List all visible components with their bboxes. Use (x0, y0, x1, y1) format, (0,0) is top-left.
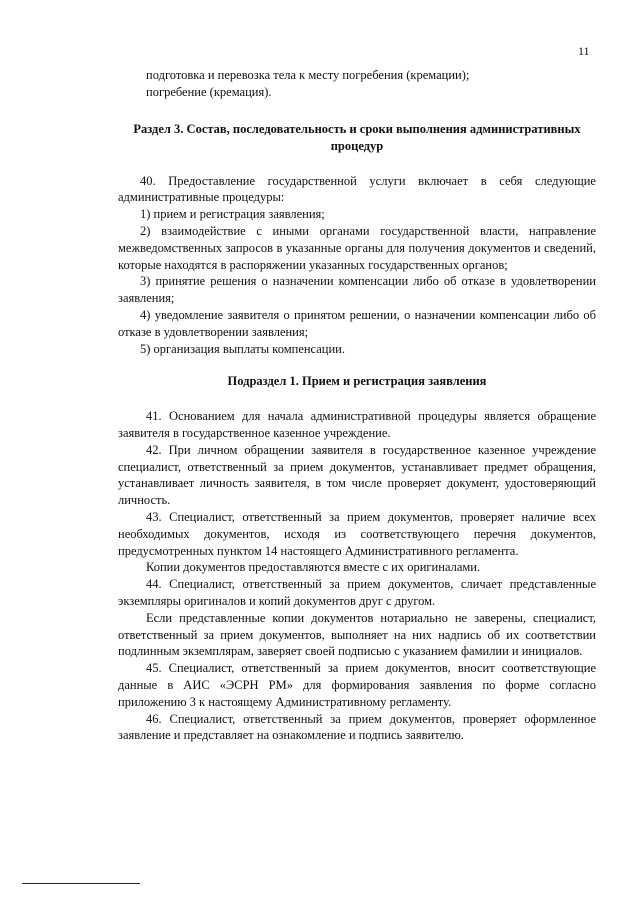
section-heading: Раздел 3. Состав, последовательность и сроки выполнения административных процедур (133, 121, 581, 153)
paragraph-41: 41. Основанием для начала административной процедуры является обращение заявителя в государственное казенное учреждение. (118, 409, 596, 440)
page-number: 11 (578, 44, 590, 58)
text-line: подготовка и перевозка тела к месту погребения (кремации); (146, 68, 470, 82)
procedure-item: 3) принятие решения о назначении компенсации либо об отказе в удовлетворении заявления; (118, 274, 596, 306)
text-line: погребение (кремация). (146, 84, 272, 99)
paragraph-45: 45. Специалист, ответственный за прием документов, вносит соответствующие данные в АИС «ЭСРН РМ» для формирования заявления по форме согласно приложению 3 к настоящему Административному регламенту. (118, 661, 596, 709)
procedure-item: 4) уведомление заявителя о принятом решении, о назначении компенсации либо об отказе в удовлетворении заявления; (118, 307, 596, 339)
subsection-heading: Подраздел 1. Прием и регистрация заявления (227, 374, 487, 389)
paragraph-46: 46. Специалист, ответственный за прием документов, проверяет оформленное заявление и представляет на ознакомление и подпись заявителю. (118, 711, 596, 743)
paragraph-43-note: Копии документов предоставляются вместе с их оригиналами. (146, 560, 481, 575)
procedure-item: 1) прием и регистрация заявления; (140, 207, 325, 222)
paragraph-44: 44. Специалист, ответственный за прием документов, сличает представленные экземпляры оригиналов и копий документов друг с другом. (118, 577, 596, 608)
procedure-item: 5) организация выплаты компенсации. (140, 341, 345, 356)
paragraph-43: 43. Специалист, ответственный за прием документов, проверяет наличие всех необходимых документов, исходя из соответствующего перечня документов, предусмотренных пунктом 14 настоящего Административного регламента. (118, 509, 596, 558)
procedure-item: 2) взаимодействие с иными органами государственной власти, направление межведомственных запросов в указанные органы для получения документов и сведений, которые находятся в распоряжении указанных государственных органов; (118, 223, 596, 272)
document-body (118, 67, 596, 744)
paragraph-42: 42. При личном обращении заявителя в государственное казенное учреждение специалист, ответственный за прием документов, устанавливает предмет обращения, устанавливает личность заявителя, в том числе проверяет документ, удостоверяющий личность. (118, 442, 596, 508)
paragraph-44-note: Если представленные копии документов нотариально не заверены, специалист, ответственный за прием документов, выполняет на них надпись об их соответствии подлинным экземплярам, заверяет своей подписью с указанием фамилии и инициалов. (118, 610, 596, 659)
paragraph-40: 40. Предоставление государственной услуги включает в себя следующие административные процедуры: (118, 173, 596, 205)
footnote-rule (22, 883, 140, 884)
